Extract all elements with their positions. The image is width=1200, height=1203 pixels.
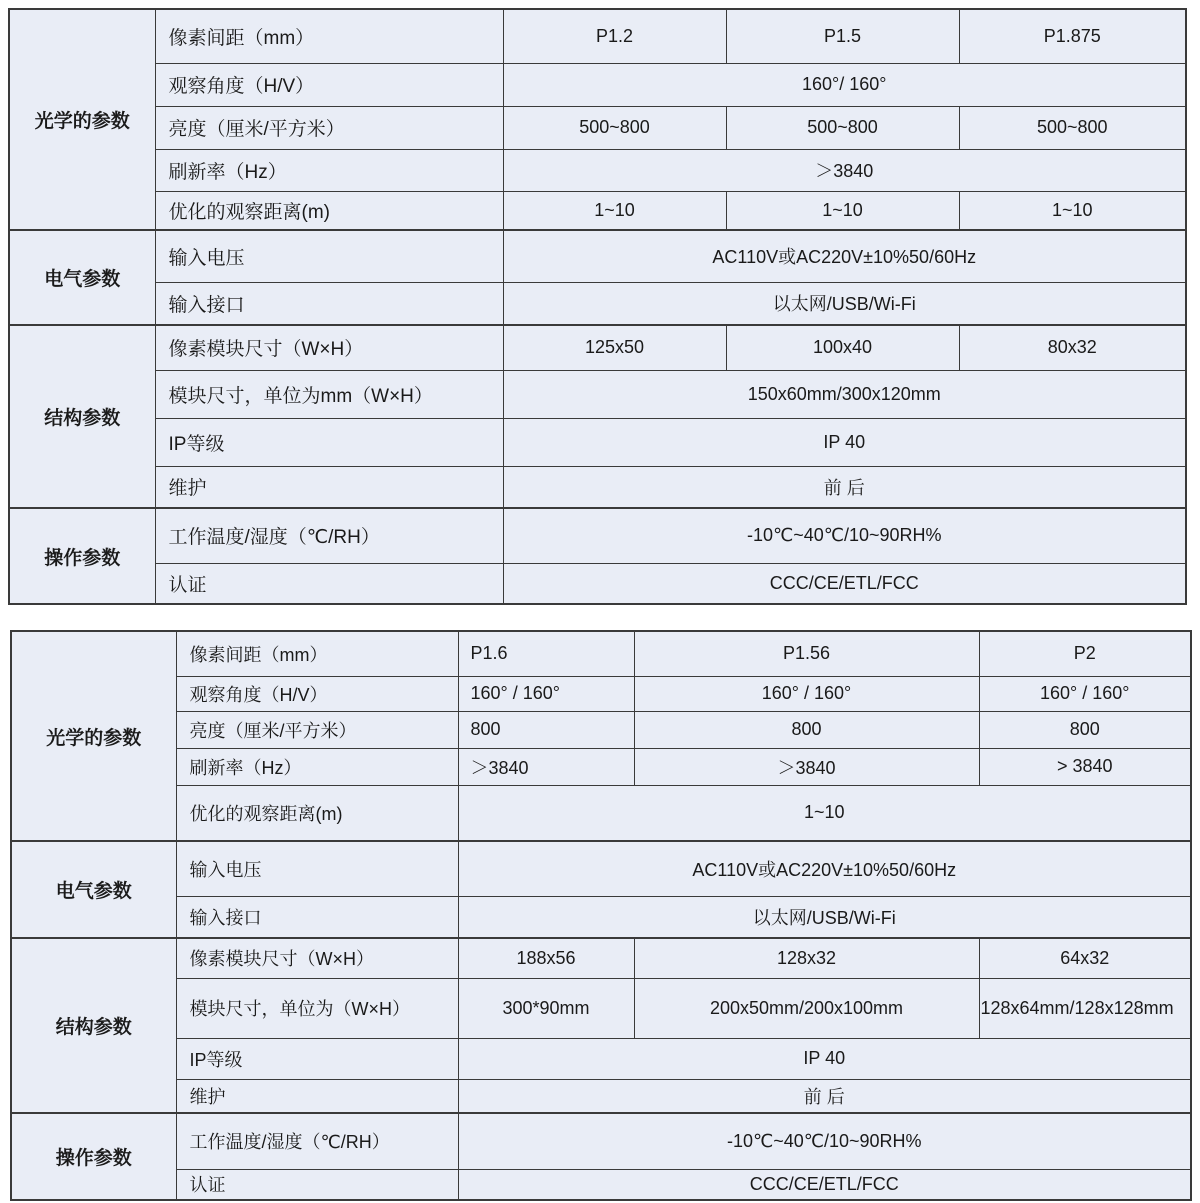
value-cell: ＞3840: [458, 748, 634, 785]
table-row: [9, 63, 1186, 106]
param-label-cell: 输入电压: [155, 230, 503, 282]
value-cell-merged: AC110V或AC220V±10%50/60Hz: [458, 841, 1191, 896]
param-label-cell: IP等级: [155, 418, 503, 466]
param-label-cell: 模块尺寸，单位为（W×H）: [176, 978, 458, 1038]
category-cell-electrical: 电气参数: [9, 230, 155, 325]
value-cell: 500~800: [959, 106, 1186, 149]
table-row: [9, 9, 1186, 63]
param-label-cell: 像素间距（mm）: [155, 9, 503, 63]
table-row: [9, 282, 1186, 325]
spec-table-p12-p15-p1875: [8, 8, 1187, 605]
value-cell-merged: 160°/ 160°: [503, 63, 1186, 106]
value-cell: P1.875: [959, 9, 1186, 63]
param-label-cell: IP等级: [176, 1038, 458, 1079]
value-cell: 128x64mm/128x128mm: [979, 978, 1191, 1038]
value-cell-merged: CCC/CE/ETL/FCC: [458, 1169, 1191, 1200]
value-cell: 800: [634, 711, 979, 748]
param-label-cell: 输入接口: [176, 896, 458, 938]
param-label-cell: 认证: [155, 563, 503, 604]
value-cell: 1~10: [959, 191, 1186, 230]
value-cell: 160° / 160°: [634, 676, 979, 711]
value-cell: 160° / 160°: [458, 676, 634, 711]
value-cell: 80x32: [959, 325, 1186, 370]
table-row: [11, 676, 1191, 711]
param-label-cell: 亮度（厘米/平方米）: [176, 711, 458, 748]
param-label-cell: 模块尺寸，单位为mm（W×H）: [155, 370, 503, 418]
param-label-cell: 工作温度/湿度（℃/RH）: [176, 1113, 458, 1169]
param-label-cell: 观察角度（H/V）: [155, 63, 503, 106]
param-label-cell: 优化的观察距离(m): [176, 785, 458, 841]
value-cell: > 3840: [979, 748, 1191, 785]
param-label-cell: 像素模块尺寸（W×H）: [176, 938, 458, 978]
table-row: [9, 370, 1186, 418]
value-cell: 1~10: [726, 191, 959, 230]
table-row: [11, 896, 1191, 938]
param-label-cell: 亮度（厘米/平方米）: [155, 106, 503, 149]
value-cell-merged: ＞3840: [503, 149, 1186, 191]
param-label-cell: 认证: [176, 1169, 458, 1200]
value-cell: 500~800: [726, 106, 959, 149]
value-cell: P1.6: [458, 631, 634, 676]
value-cell: 800: [979, 711, 1191, 748]
param-label-cell: 维护: [155, 466, 503, 508]
table-row: [11, 631, 1191, 676]
table-row: [9, 325, 1186, 370]
category-cell-operating: 操作参数: [11, 1113, 176, 1200]
value-cell-merged: 1~10: [458, 785, 1191, 841]
value-cell: ＞3840: [634, 748, 979, 785]
value-cell-merged: 以太网/USB/Wi-Fi: [503, 282, 1186, 325]
table-row: [11, 1169, 1191, 1200]
table-row: [11, 841, 1191, 896]
table-row: [11, 1079, 1191, 1113]
category-cell-structural: 结构参数: [9, 325, 155, 508]
value-cell: 128x32: [634, 938, 979, 978]
category-cell-optical: 光学的参数: [9, 9, 155, 230]
category-cell-electrical: 电气参数: [11, 841, 176, 938]
value-cell-merged: IP 40: [503, 418, 1186, 466]
table-row: [9, 149, 1186, 191]
param-label-cell: 输入电压: [176, 841, 458, 896]
spec-table-p16-p156-p2: [10, 630, 1192, 1201]
value-cell: 800: [458, 711, 634, 748]
table-row: [11, 748, 1191, 785]
category-cell-structural: 结构参数: [11, 938, 176, 1113]
value-cell: P1.2: [503, 9, 726, 63]
value-cell: 500~800: [503, 106, 726, 149]
param-label-cell: 维护: [176, 1079, 458, 1113]
value-cell-merged: 前 后: [458, 1079, 1191, 1113]
value-cell: 188x56: [458, 938, 634, 978]
param-label-cell: 优化的观察距离(m): [155, 191, 503, 230]
param-label-cell: 工作温度/湿度（℃/RH）: [155, 508, 503, 563]
value-cell: P2: [979, 631, 1191, 676]
value-cell-merged: CCC/CE/ETL/FCC: [503, 563, 1186, 604]
value-cell: P1.56: [634, 631, 979, 676]
value-cell: 160° / 160°: [979, 676, 1191, 711]
value-cell: 64x32: [979, 938, 1191, 978]
table-row: [11, 1113, 1191, 1169]
param-label-cell: 刷新率（Hz）: [155, 149, 503, 191]
table-row: [9, 508, 1186, 563]
value-cell-merged: 150x60mm/300x120mm: [503, 370, 1186, 418]
table-row: [9, 106, 1186, 149]
category-cell-optical: 光学的参数: [11, 631, 176, 841]
value-cell: 1~10: [503, 191, 726, 230]
value-cell: 300*90mm: [458, 978, 634, 1038]
table-row: [9, 466, 1186, 508]
param-label-cell: 像素间距（mm）: [176, 631, 458, 676]
value-cell-merged: -10℃~40℃/10~90RH%: [503, 508, 1186, 563]
param-label-cell: 像素模块尺寸（W×H）: [155, 325, 503, 370]
category-cell-operating: 操作参数: [9, 508, 155, 604]
value-cell-merged: -10℃~40℃/10~90RH%: [458, 1113, 1191, 1169]
table-row: [9, 230, 1186, 282]
table-row: [11, 938, 1191, 978]
param-label-cell: 刷新率（Hz）: [176, 748, 458, 785]
value-cell-merged: 前 后: [503, 466, 1186, 508]
table-row: [11, 978, 1191, 1038]
value-cell-merged: 以太网/USB/Wi-Fi: [458, 896, 1191, 938]
param-label-cell: 输入接口: [155, 282, 503, 325]
param-label-cell: 观察角度（H/V）: [176, 676, 458, 711]
table-row: [9, 191, 1186, 230]
value-cell: 125x50: [503, 325, 726, 370]
value-cell: P1.5: [726, 9, 959, 63]
table-row: [9, 418, 1186, 466]
value-cell: 100x40: [726, 325, 959, 370]
table-row: [9, 563, 1186, 604]
table-row: [11, 711, 1191, 748]
value-cell-merged: IP 40: [458, 1038, 1191, 1079]
value-cell: 200x50mm/200x100mm: [634, 978, 979, 1038]
value-cell-merged: AC110V或AC220V±10%50/60Hz: [503, 230, 1186, 282]
table-row: [11, 785, 1191, 841]
table-row: [11, 1038, 1191, 1079]
